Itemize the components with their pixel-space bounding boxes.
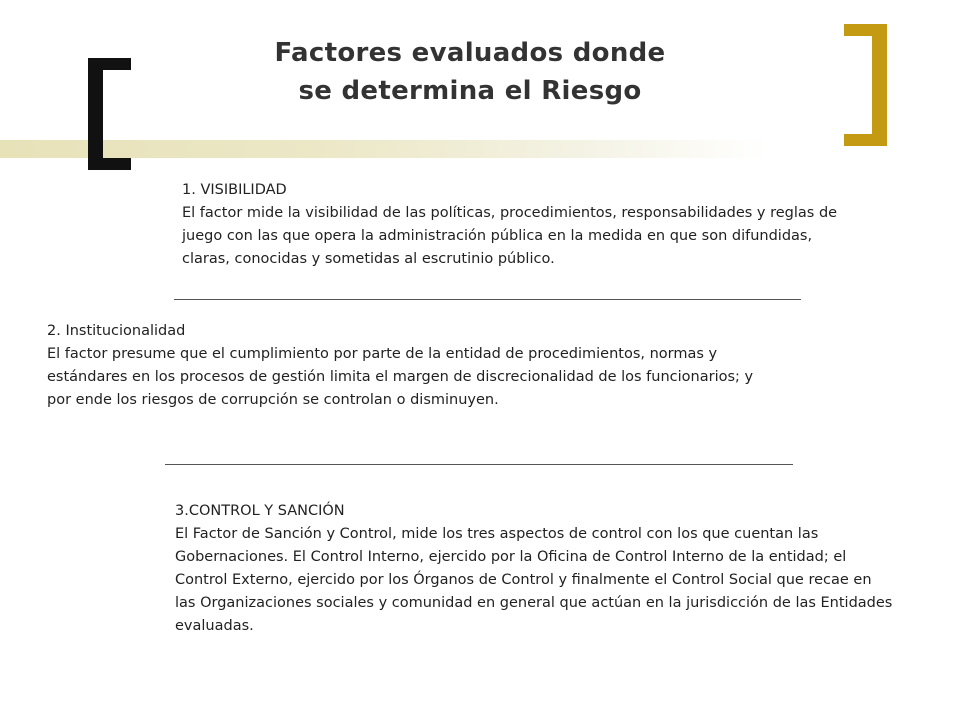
right-bracket-decoration [872,24,887,146]
section-body: El Factor de Sanción y Control, mide los tres aspectos de control con los que cuentan las Gobernaciones. El Control Interno, ejercido por la Oficina de Control Interno de la entidad; el Control Externo, ejercido por los Órganos de Control y finalmente el Control Social que recae en las Organizaciones sociales y comunidad en general que actúan en la jurisdicción de las Entidades evaluadas. [175,526,893,634]
section-institucionalidad [47,320,767,412]
divider-line [165,464,793,465]
section-control-y-sancion [175,500,895,638]
section-heading: 1. VISIBILIDAD [182,182,287,198]
section-body: El factor mide la visibilidad de las políticas, procedimientos, responsabilidades y reglas de juego con las que opera la administración pública en la medida en que son difundidas, claras, conocidas y sometidas al escrutinio público. [182,205,838,267]
left-bracket-decoration [88,58,103,170]
section-body: El factor presume que el cumplimiento por parte de la entidad de procedimientos, normas y estándares en los procesos de gestión limita el margen de discrecionalidad de los funcionarios; y por ende los riesgos de corrupción se controlan o disminuyen. [47,346,754,408]
divider-line [174,299,801,300]
section-heading: 3.CONTROL Y SANCIÓN [175,503,345,519]
slide-title-line-1: Factores evaluados donde [274,38,666,68]
slide-title [200,34,740,110]
decorative-band [0,140,960,158]
section-visibilidad [182,179,862,271]
slide-title-line-2: se determina el Riesgo [298,76,642,106]
section-heading: 2. Institucionalidad [47,323,186,339]
